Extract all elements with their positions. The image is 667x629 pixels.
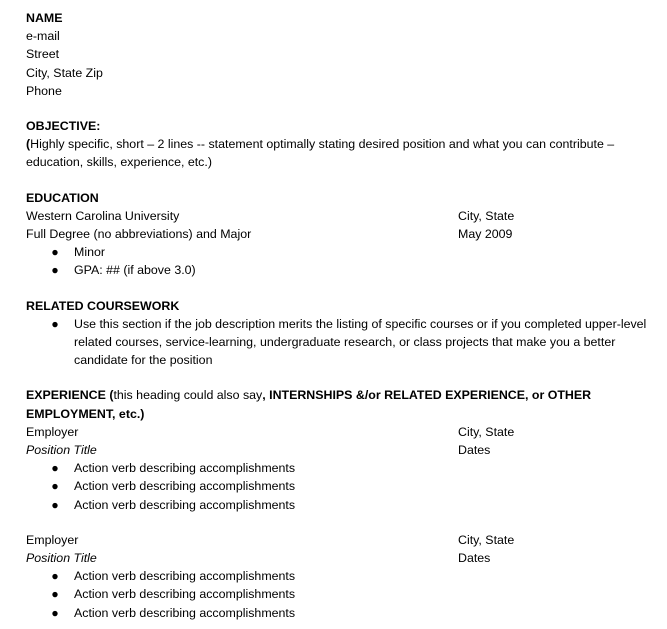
experience-heading-bold-2: , INTERNSHIPS &/or RELATED EXPERIENCE, or OTHER EMPLOYMENT, etc.): [26, 388, 592, 421]
education-gpa: GPA: ## (if above 3.0): [74, 263, 196, 278]
experience-section: [26, 386, 656, 621]
job-accomplishment: Action verb describing accomplishments: [74, 587, 296, 602]
coursework-heading: RELATED COURSEWORK: [26, 298, 180, 313]
contact-name: NAME: [26, 11, 63, 25]
contact-city-state-zip: City, State Zip: [26, 65, 103, 80]
job-position-title: Position Title: [26, 443, 97, 458]
job-accomplishment: Action verb describing accomplishments: [74, 479, 296, 494]
job-accomplishment: Action verb describing accomplishments: [74, 569, 296, 584]
list-item: [26, 477, 656, 495]
list-item: [26, 496, 656, 514]
job-employer: Employer: [26, 424, 79, 439]
coursework-bullets: [26, 315, 656, 370]
job-bullets: [26, 567, 656, 622]
list-item: [26, 261, 656, 279]
job-position-title: Position Title: [26, 551, 97, 566]
education-bullets: [26, 243, 656, 279]
list-item: [26, 585, 656, 603]
bullet-icon: ●: [51, 497, 59, 512]
bullet-icon: ●: [51, 587, 59, 602]
job-bullets: [26, 459, 656, 514]
job-location: City, State: [458, 532, 515, 547]
bullet-icon: ●: [51, 461, 59, 476]
education-school: Western Carolina University: [26, 208, 180, 223]
job-dates: Dates: [458, 443, 491, 458]
job-title-row: [26, 549, 656, 567]
experience-heading-bold-1: EXPERIENCE (: [26, 388, 114, 403]
objective-section: [26, 117, 656, 172]
contact-street: Street: [26, 47, 60, 62]
objective-heading: OBJECTIVE:: [26, 119, 101, 134]
job-accomplishment: Action verb describing accomplishments: [74, 497, 296, 512]
coursework-section: [26, 297, 656, 370]
coursework-description: Use this section if the job description merits the listing of specific courses or if you completed upper-level related courses, service-learning, undergraduate research, or class projects that make you a better candidate for the position: [74, 316, 647, 368]
list-item: [26, 459, 656, 477]
job-dates: Dates: [458, 551, 491, 566]
education-school-row: [26, 207, 656, 225]
education-degree-row: [26, 225, 656, 243]
bullet-icon: ●: [51, 263, 59, 278]
list-item: [26, 604, 656, 622]
bullet-icon: ●: [51, 569, 59, 584]
resume-document: [26, 9, 656, 622]
job-location: City, State: [458, 424, 515, 439]
experience-heading: [26, 386, 626, 422]
contact-email: e-mail: [26, 29, 60, 44]
education-location: City, State: [458, 208, 515, 223]
job-employer: Employer: [26, 532, 79, 547]
objective-text: [26, 135, 626, 171]
bullet-icon: ●: [51, 479, 59, 494]
list-item: [26, 315, 656, 370]
bullet-icon: ●: [51, 605, 59, 620]
list-item: [26, 567, 656, 585]
bullet-icon: ●: [51, 316, 59, 331]
list-item: [26, 243, 656, 261]
objective-open-paren: (: [26, 137, 31, 152]
education-degree: Full Degree (no abbreviations) and Major: [26, 227, 252, 242]
education-section: [26, 189, 656, 280]
job-accomplishment: Action verb describing accomplishments: [74, 461, 296, 476]
education-date: May 2009: [458, 227, 513, 242]
job-accomplishment: Action verb describing accomplishments: [74, 605, 296, 620]
job-employer-row: [26, 423, 656, 441]
job-title-row: [26, 441, 656, 459]
job-entry: [26, 423, 656, 514]
contact-phone: Phone: [26, 83, 62, 98]
bullet-icon: ●: [51, 245, 59, 260]
contact-block: [26, 9, 656, 100]
job-entry: [26, 531, 656, 622]
education-heading: EDUCATION: [26, 190, 99, 205]
objective-body: Highly specific, short – 2 lines -- statement optimally stating desired position and what you can contribute – education, skills, experience, etc.): [26, 137, 615, 170]
job-employer-row: [26, 531, 656, 549]
experience-heading-normal: this heading could also say: [113, 388, 263, 403]
education-minor: Minor: [74, 245, 105, 260]
